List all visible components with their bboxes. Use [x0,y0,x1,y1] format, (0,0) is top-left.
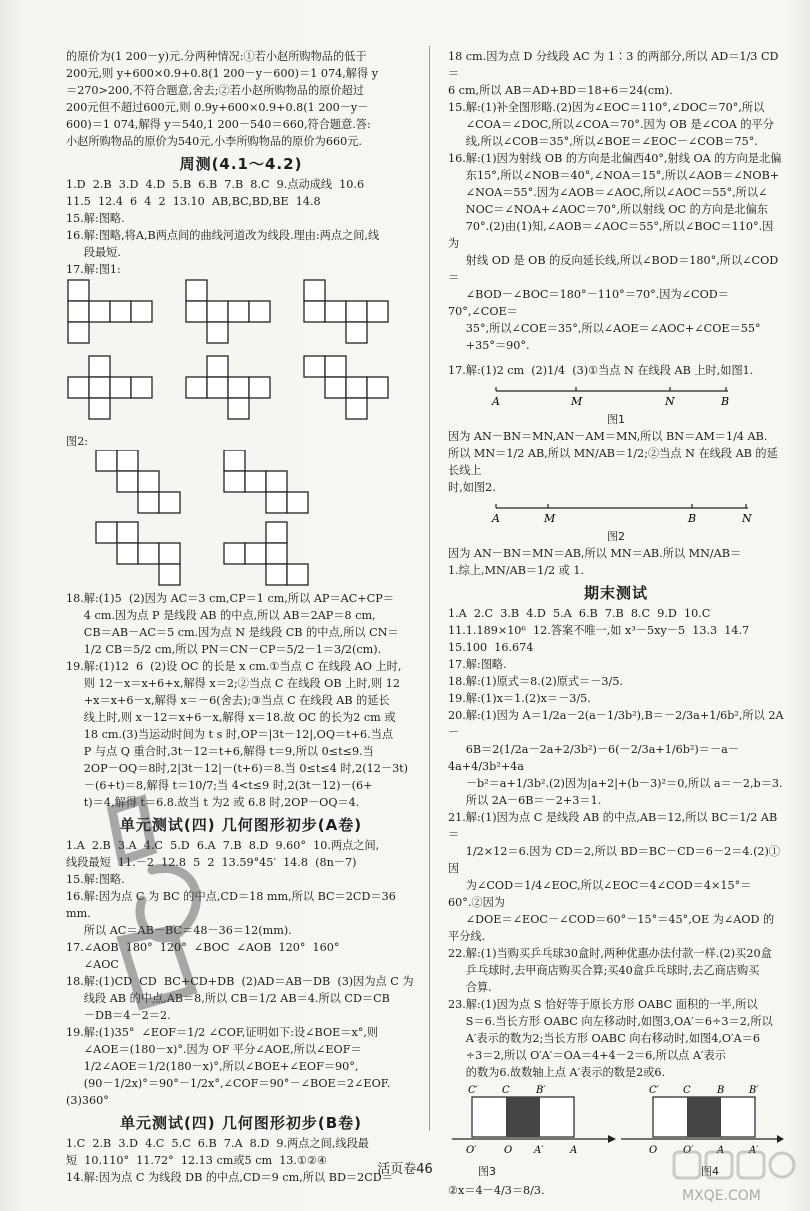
text-line: 18.解:(1)5 (2)因为 AC＝3 cm,CP＝1 cm,所以 AP＝AC+CP＝ [66,592,394,605]
text-line: 15.100 16.674 [448,641,534,654]
cube-nets-figure-1 [66,278,416,433]
final-test-answers [448,605,784,1081]
svg-text:C′: C′ [468,1085,478,1096]
text-line: 线段 AB 的中点,AB＝8,所以 CB＝1/2 AB＝4.所以 CD＝CB [66,992,390,1005]
text-line: －b²＝a+1/3b².(2)因为|a+2|+(b－3)²＝0,所以 a＝－2,b＝3. [448,777,783,790]
text-line: 线上时,则 x－12＝x+6－x,解得 x＝18.故 OC 的长为2 cm 或 [66,711,396,724]
page-footer: 活页卷46 [377,1162,433,1177]
svg-text:B: B [721,395,730,408]
text-line: ÷3＝2,所以 O′A′＝OA＝4+4－2＝6,所以点 A′表示 [448,1049,726,1062]
svg-text:B: B [688,512,697,525]
text-line: 14.解:因为点 C 为线段 DB 的中点,CD＝9 cm,所以 BD＝2CD＝ [66,1171,393,1184]
text-line: 短 10.110° 11.72° 12.13 cm或5 cm 13.①②④ [66,1154,328,1167]
text-line: 所以 2A－6B＝－2+3＝1. [448,794,602,807]
text-line: 则 12－x＝x+6+x,解得 x＝2;②当点 C 在线段 OB 上时,则 12 [66,677,401,690]
section-title-weekly-test: 周测(4.1～4.2) [179,155,303,173]
text-line: 线,所以∠COB＝35°,所以∠BOE＝∠EOC－∠COB＝75°. [448,135,758,148]
watermark-text: MXQE.COM [682,1188,761,1204]
text-line: 因为 AN－BN＝MN＝AB,所以 MN＝AB.所以 MN/AB＝ [448,547,742,560]
text-line: 东15°,所以∠NOB＝40°,∠NOA＝15°,所以∠AOB＝∠NOB+ [448,169,780,182]
text-line: －(6+t)＝8,解得 t＝10/7;当 4<t≤9 时,2(3t－12)－(6+ [66,779,373,792]
text-line: P 与点 Q 重合时,3t－12＝t+6,解得 t＝9,所以 0≤t≤9.当 [66,745,374,758]
answer-17-middle [448,428,784,496]
text-line: +x＝x+6－x,解得 x＝－6(舍去);③当点 C 在线段 AB 的延长 [66,694,390,707]
text-line: CB＝AB－AC＝5 cm.因为点 N 是线段 CB 的中点,所以 CN＝ [66,626,399,639]
text-line: 1.C 2.B 3.D 4.C 5.C 6.B 7.A 8.D 9.两点之间,线段最 [66,1137,369,1150]
text-line: 1.综上,MN/AB＝1/2 或 1. [448,564,585,577]
text-line: 的原价为(1 200－y)元.分两种情况:①若小赵所购物品的低于 [66,50,367,63]
number-line-figure-2 [448,496,784,545]
text-line: 11.5 12.4 6 4 2 13.10 AB,BC,BD,BE 14.8 [66,195,321,208]
text-line: 6B＝2(1/2a－2a+2/3b²)－6(－2/3a+1/6b²)＝－a－4a+4/3b²+4a [448,743,739,773]
text-line: 16.解:因为点 C 为 BC 的中点,CD＝18 mm,所以 BC＝2CD＝36 mm. [66,890,400,920]
text-line: 15.解:(1)补全图形略.(2)因为∠EOC＝110°,∠DOC＝70°,所以 [448,101,765,114]
text-line: 所以 AC＝AB－BC＝48－36＝12(mm). [66,924,292,937]
text-line: 1.A 2.B 3.A 4.C 5.D 6.A 7.B 8.D 9.60° 10.两点之间, [66,839,380,852]
text-line: 合算. [448,981,492,994]
text-line: 19.解:(1)12 6 (2)设 OC 的长是 x cm.①当点 C 在线段 AO 上时, [66,660,402,673]
figure-caption: 图3 [478,1165,496,1178]
text-line: 21.解:(1)因为点 C 是线段 AB 的中点,AB＝12,所以 BC＝1/2 AB＝ [448,811,778,841]
cube-nets-figure-2 [66,450,416,590]
text-line: 200元但不超过600元,则 0.9y+600×0.9+0.8(1 200－y－ [66,101,369,114]
text-line: 15.解:图略. [66,212,125,225]
text-line: 1/2∠AOE＝1/2(180－x)°,所以∠BOE+∠EOF＝90°, [66,1060,359,1073]
text-line: 15.解:图略. [66,873,125,886]
svg-text:A: A [492,512,500,525]
text-line: 600)＝1 074,解得 y＝540,1 200－540＝660,符合题意.答: [66,118,371,131]
figure-caption: 图1 [607,413,625,426]
text-line: ∠AOC [66,958,119,971]
text-line: 20.解:(1)因为 A＝1/2a－2(a－1/3b²),B＝－2/3a+1/6b²,所以 2A－ [448,709,784,739]
figure-caption: 图4 [701,1165,719,1178]
text-line: 1.D 2.B 3.D 4.D 5.B 6.B 7.B 8.C 9.点动成线 10.6 [66,178,365,191]
text-line: 1/2×12＝6.因为 CD＝2,所以 BD＝BC－CD＝6－2＝4.(2)①因 [448,845,781,875]
svg-text:M: M [571,395,583,408]
text-line: 段最短. [66,246,121,259]
text-line: +35°＝90°. [448,339,530,352]
text-line: 17.∠AOB 180° 120° ∠BOC ∠AOB 120° 160° [66,941,340,954]
section-title-unit-test-b: 单元测试(四) 几何图形初步(B卷) [119,1114,363,1132]
text-line: 17.解:图1: [66,263,121,276]
text-line: S＝6.当长方形 OABC 向左移动时,如图3,OA′＝6÷3＝2,所以 [448,1015,773,1028]
text-line: ＝270>200,不符合题意,舍去;②若小赵所购物品的原价超过 [66,84,364,97]
text-line: 为∠COD＝1/4∠EOC,所以∠EOC＝4∠COD＝4×15°＝60°.②因为 [448,879,752,909]
left-column [66,48,416,1186]
text-line: (90－1/2x)°＝90°－1/2x°,∠COF＝90°－∠BOE＝2∠EOF.(3)360° [66,1077,391,1107]
text-line: 11.1.189×10⁶ 12.答案不唯一,如 x³－5xy－5 13.3 14.7 [448,624,750,637]
text-line: ∠AOE＝(180－x)°.因为 OF 平分∠AOE,所以∠EOF＝ [66,1043,362,1056]
column-divider [429,46,430,1131]
svg-text:O: O [504,1145,513,1156]
text-line: 6 cm,所以 AB＝AD+BD＝18+6＝24(cm). [448,84,673,97]
svg-text:C′: C′ [649,1085,659,1096]
text-line: 的数为6.故数轴上点 A′表示的数是2或6. [448,1066,666,1079]
text-line: 18.解:(1)原式＝8.(2)原式＝－3/5. [448,675,623,688]
figure-label: 图2: [66,435,89,448]
text-line: ∠BOD－∠BOC＝180°－110°＝70°.因为∠COD＝70°,∠COE＝ [448,288,729,318]
text-line: 200元,则 y+600×0.9+0.8(1 200－y－600)＝1 074,解得 y [66,67,379,80]
svg-text:O: O [649,1145,658,1156]
svg-text:C: C [683,1085,691,1096]
text-line: ∠COA＝∠DOC,所以∠COA＝70°.因为 OB 是∠COA 的平分 [448,118,774,131]
text-line: 4 cm.因为点 P 是线段 AB 的中点,所以 AB＝2AP＝8 cm, [66,609,376,622]
text-line: 因为 AN－BN＝MN,AN－AM＝MN,所以 BN＝AM＝1/4 AB. [448,430,768,443]
svg-text:A′: A′ [749,1145,759,1156]
text-line: A′表示的数为2;当长方形 OABC 向右移动时,如图4,O′A＝6 [448,1032,760,1045]
unit-test-a-answers [66,837,416,1109]
section-title-unit-test-a: 单元测试(四) 几何图形初步(A卷) [119,816,363,834]
text-line: 16.解:图略,将A,B两点间的曲线河道改为线段.理由:两点之间,线 [66,229,380,242]
text-line: 小赵所购物品的原价为540元,小李所购物品的原价为660元. [66,135,362,148]
svg-text:B′: B′ [749,1085,759,1096]
watermark-logo-icon [670,1148,800,1206]
text-line: 19.解:(1)x＝1.(2)x＝－3/5. [448,692,591,705]
text-line: 线段最短 11.－2 12.8 5 2 13.59°45′ 14.8 (8n－7) [66,856,357,869]
text-line: t)＝4,解得 t＝6.8.故当 t 为2 或 6.8 时,2OP－OQ＝4. [66,796,360,809]
text-line: 70°.(2)由(1)知,∠AOB＝∠AOC＝55°,所以∠BOC＝110°.因为 [448,220,774,250]
text-line: 23.解:(1)因为点 S 恰好等于原长方形 OABC 面积的一半,所以 [448,998,758,1011]
text-line: －DB＝4－2＝2. [66,1009,171,1022]
text-line: 22.解:(1)当购买乒乓球30盒时,两种优惠办法付款一样.(2)买20盒 [448,947,772,960]
text-line: 18.解:(1)CD CD BC+CD+DB (2)AD＝AB－DB (3)因为点 C 为 [66,975,414,988]
svg-text:C: C [502,1085,510,1096]
text-line: ②x＝4－4/3＝8/3. [448,1184,545,1197]
svg-text:B: B [717,1085,725,1096]
answers-18-19 [66,590,416,811]
svg-text:B′: B′ [536,1085,546,1096]
text-line: 射线 OD 是 OB 的反向延长线,所以∠BOD＝180°,所以∠COD＝ [448,254,779,284]
text-line: ∠DOE＝∠EOC－∠COD＝60°－15°＝45°,OE 为∠AOD 的平分线. [448,913,775,943]
figure-caption: 图2 [607,530,625,543]
text-line: 16.解:(1)因为射线 OB 的方向是北偏西40°,射线 OA 的方向是北偏 [448,152,782,165]
svg-text:A: A [717,1145,725,1156]
text-line: 1/2 CB＝5/2 cm,所以 PN＝CN－CP＝5/2－1＝3/2(cm). [66,643,382,656]
text-line: 18 cm.因为点 D 分线段 AC 为 1∶3 的两部分,所以 AD＝1/3 CD＝ [448,50,779,80]
svg-text:M: M [544,512,556,525]
text-line: ∠NOA＝55°.因为∠AOB＝∠AOC,所以∠AOC＝55°,所以∠ [448,186,768,199]
intro-block [66,48,416,150]
text-line: NOC＝∠NOA+∠AOC＝70°,所以射线 OC 的方向是北偏东 [448,203,768,216]
text-line: 17.解:图略. [448,658,507,671]
right-column [448,48,784,1199]
answers-14-16 [448,48,784,354]
weekly-test-answers [66,176,416,278]
section-title-final-test: 期末测试 [583,584,648,602]
svg-text:A: A [492,395,500,408]
svg-text:A: A [570,1145,578,1156]
text-line: 17.解:(1)2 cm (2)1/4 (3)①当点 N 在线段 AB 上时,如图1. [448,364,754,377]
text-line: 乒乓球时,去甲商店购买合算;买40盒乒乓球时,去乙商店购买 [448,964,760,977]
text-line: 19.解:(1)35° ∠EOF＝1/2 ∠COF,证明如下:设∠BOE＝x°,则 [66,1026,379,1039]
svg-text:A′: A′ [534,1145,544,1156]
svg-text:N: N [742,512,752,525]
text-line: 35°,所以∠COE＝35°,所以∠AOE＝∠AOC+∠COE＝55° [448,322,761,335]
text-line: 2OP－OQ＝8时,2|3t－12|－(t+6)＝8.当 0≤t≤4 时,2(12－3t) [66,762,409,775]
text-line: 所以 MN＝1/2 AB,所以 MN/AB＝1/2;②当点 N 在线段 AB 的延长线上 [448,447,778,477]
answer-17-tail [448,545,784,579]
text-line: 时,如图2. [448,481,496,494]
number-line-figure-1 [448,379,784,428]
svg-text:N: N [665,395,675,408]
svg-text:O′: O′ [466,1145,477,1156]
text-line: 1.A 2.C 3.B 4.D 5.A 6.B 7.B 8.C 9.D 10.C [448,607,711,620]
text-line: 18 cm.(3)当运动时间为 t s 时,OP＝|3t－12|,OQ＝t+6.当点 [66,728,394,741]
svg-text:O′: O′ [683,1145,694,1156]
